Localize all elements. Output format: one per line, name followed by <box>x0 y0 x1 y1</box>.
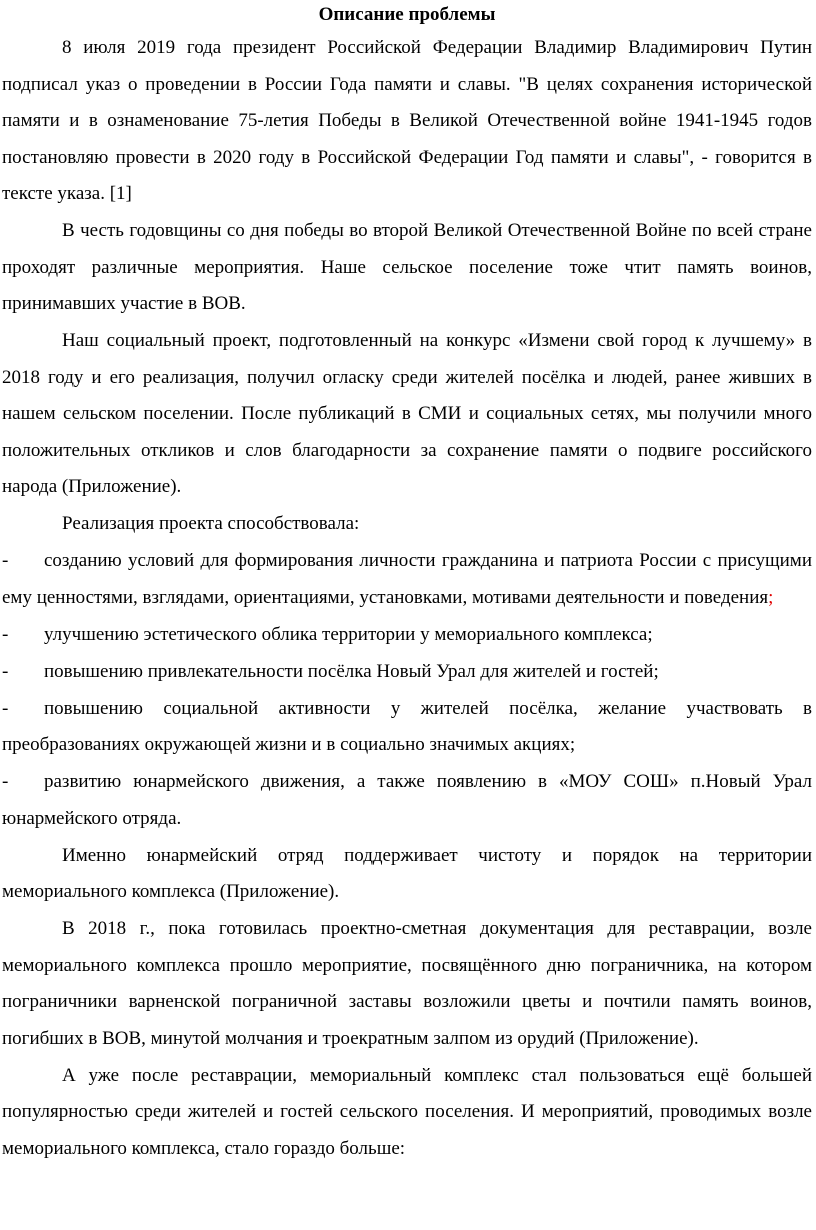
bullet-item <box>2 764 812 837</box>
bullet-text: улучшению эстетического облика территории у мемориального комплекса; <box>44 623 653 645</box>
bullet-marker: - <box>2 697 9 719</box>
paragraph-yunarmiya: Именно юнармейский отряд поддерживает чистоту и порядок на территории мемориального комплекса (Приложение). <box>2 844 812 902</box>
bullet-text: повышению привлекательности посёлка Новый Урал для жителей и гостей; <box>44 660 659 682</box>
bullet-end-mark: ; <box>768 586 774 608</box>
bullet-item <box>2 654 812 691</box>
bullet-marker: - <box>2 550 9 571</box>
document-title: Описание проблемы <box>318 4 496 25</box>
bullet-item <box>2 617 812 654</box>
paragraph-after-restoration: А уже после реставрации, мемориальный комплекс стал пользоваться ещё большей популярностью среди жителей и гостей сельского поселения. И мероприятий, проводимых возле мемориального комплекса, стало гораздо больше: <box>2 1064 812 1159</box>
bullet-text: развитию юнармейского движения, а также появлению в «МОУ СОШ» п.Новый Урал юнармейского отряда. <box>2 771 812 829</box>
paragraph-anniversary: В честь годовщины со дня победы во второй Великой Отечественной Войне по всей стране проходят различные мероприятия. Наше сельское поселение тоже чтит память воинов, принимавших участие в ВОВ. <box>2 220 812 314</box>
bullet-text: повышению социальной активности у жителей посёлка, желание участвовать в преобразованиях окружающей жизни и в социально значимых акциях; <box>2 697 812 755</box>
bullet-text: созданию условий для формирования личности гражданина и патриота России с присущими ему ценностями, взглядами, ориентациями, установками, мотивами деятельности и поведения <box>2 550 812 608</box>
bullet-marker: - <box>2 660 9 682</box>
paragraph-social-project: Наш социальный проект, подготовленный на конкурс «Измени свой город к лучшему» в 2018 году и его реализация, получил огласку среди жителей посёлка и людей, ранее живших в нашем сельском поселении. После публикаций в СМИ и социальных сетях, мы получили много положительных откликов и слов благодарности за сохранение памяти о подвиге российского народа (Приложение). <box>2 330 812 497</box>
paragraph-decree: 8 июля 2019 года президент Российской Федерации Владимир Владимирович Путин подписал указ о проведении в России Года памяти и славы. "В целях сохранения исторической памяти и в ознаменование 75-летия Победы в Великой Отечественной войне 1941-1945 годов постановляю провести в 2020 году в Российской Федерации Год памяти и славы", - говорится в тексте указа. [1] <box>2 37 812 204</box>
bullet-item <box>2 691 812 764</box>
bullet-item <box>2 543 812 616</box>
bullet-marker: - <box>2 771 9 792</box>
paragraph-border-guard-event: В 2018 г., пока готовилась проектно-сметная документация для реставрации, возле мемориального комплекса прошло мероприятие, посвящённого дню пограничника, на котором пограничники варненской пограничной заставы возложили цветы и почтили память воинов, погибших в ВОВ, минутой молчания и троекратным залпом из орудий (Приложение). <box>2 918 812 1049</box>
paragraph-results-intro: Реализация проекта способствовала: <box>62 513 360 534</box>
bullet-marker: - <box>2 623 9 645</box>
